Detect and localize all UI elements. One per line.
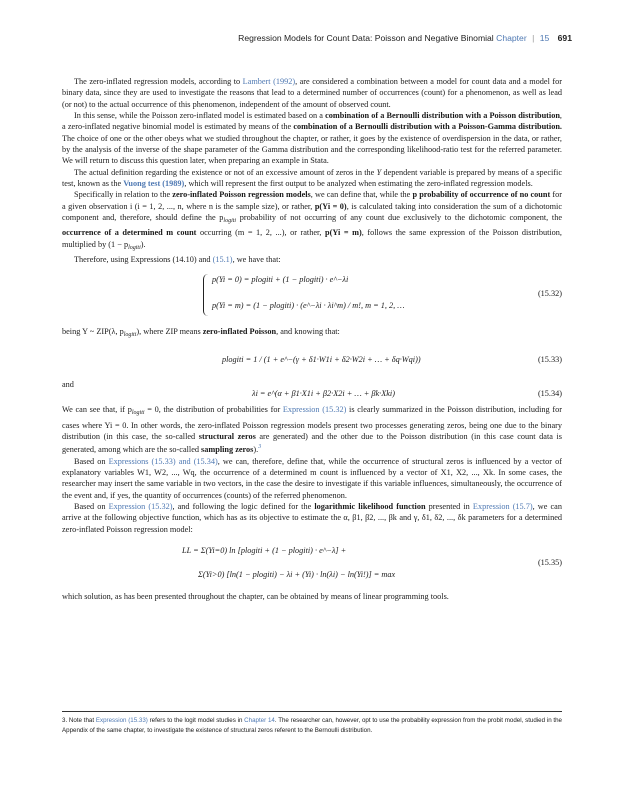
- citation-lambert[interactable]: Lambert (1992): [242, 77, 296, 86]
- citation-expr-15-32[interactable]: Expression (15.32): [282, 405, 347, 415]
- running-title: Regression Models for Count Data: Poisson and Negative Binomial: [238, 33, 494, 43]
- equation-15-34: [62, 384, 562, 400]
- running-header: Regression Models for Count Data: Poisson and Negative Binomial Chapter | 15 691: [238, 33, 572, 43]
- equation-15-35-line1: LL = Σ(Yi=0) ln [plogiti + (1 − plogiti) · e^−λ] +: [182, 545, 347, 555]
- footnote-ref[interactable]: 3: [258, 444, 262, 451]
- paragraph-2: In this sense, while the Poisson zero-inflated model is estimated based on a combination of a Bernoulli distribution with a Poisson distribution, a zero-inflated negative binomial model is estimated by means of the combination of a Bernoulli distribution with a Poisson-Gamma distribution. The choice of one or the other obeys what we studied throughout the chapter, or rather, it goes by the existence of overdispersion in the data, or rather, by the analysis of the inverse of the shape parameter of the Gamma distribution and the corresponding likelihood-ratio test for the referred parameter. We will return to discuss this question later, when preparing an example in Stata.: [62, 111, 562, 166]
- paragraph-6: being Y ~ ZIP(λ, $p_{logiti}$), where ZIP means zero-inflated Poisson, and knowing that:: [62, 326, 340, 338]
- paragraph-3: The actual definition regarding the existence or not of an excessive amount of zeros in the Y dependent variable is prepared by means of a specific test, known as the Vuong test (1989), which will represent the first output to be analyzed when estimating the zero-inflated regression models.: [62, 167, 563, 189]
- equation-15-35: [62, 539, 562, 587]
- equation-number: (15.34): [537, 389, 562, 399]
- paragraph-8: Based on Expressions (15.33) and (15.34), we can, therefore, define that, while the occurrence of structural zeros is influenced by a vector of explanatory variables W1, W2, ..., Wq, the occurrence of a determined m count is influenced by a vector of X1, X2, ..., Xk. In some cases, the researcher may insert the same variable in two vectors, in the case the desire to investigate if this variable influences, simultaneously, the occurrence of the event and, if yes, the quantity of occurrences (counts) of the referred phenomenon.: [62, 456, 562, 500]
- page-number: 691: [557, 33, 572, 43]
- equation-15-32-line1: p(Yi = 0) = plogiti + (1 − plogiti) · e^−λi: [212, 274, 349, 284]
- footnote-citation-chapter[interactable]: Chapter 14: [244, 717, 275, 724]
- paragraph-1: The zero-inflated regression models, according to Lambert (1992), are considered a combination between a model for count data and a model for binary data, since they are used to investigate the reasons that lead to a determined number of occurrences (count) for a phenomenon, as well as lead (or not) to the actual occurrence of this phenomenon, independent of the amount of observed count.: [62, 77, 562, 109]
- equation-15-33: [62, 345, 562, 375]
- chapter-number: 15: [539, 33, 550, 43]
- and-word: and: [62, 379, 74, 389]
- footnote-citation-expr[interactable]: Expression (15.33): [95, 717, 148, 724]
- equation-15-32: [62, 270, 562, 322]
- citation-expr-15-7[interactable]: Expression (15.7): [472, 501, 533, 511]
- equation-number: (15.32): [537, 288, 562, 298]
- citation-vuong[interactable]: Vuong test (1989): [123, 179, 185, 189]
- citation-expr-15-33-34[interactable]: Expressions (15.33) and (15.34): [108, 456, 218, 466]
- paragraph-4: Specifically in relation to the zero-inflated Poisson regression models, we can define that, while the p probability of occurrence of no count for a given observation i (i = 1, 2, ..., n, where n is the sample size), or rather, p(Yi = 0), is calculated taking into consideration the sum of a dichotomic component and, therefore, should define the $p_{logiti}$ probability of not occurring of any count due exclusively to the dichotomic component, the occurrence of a determined m count occurring (m = 1, 2, ...), or rather, p(Yi = m), follows the same expression of the Poisson distribution, multiplied by $(1 - p_{logiti})$.: [62, 190, 562, 251]
- equation-15-32-line2: p(Yi = m) = (1 − plogiti) · (e^−λi · λi^m) / m!, m = 1, 2, …: [212, 300, 405, 310]
- citation-expr-15-1[interactable]: (15.1): [212, 255, 233, 265]
- paragraph-10: which solution, as has been presented throughout the chapter, can be obtained by means of linear programming tools.: [62, 591, 449, 601]
- equation-15-33-body: plogiti = 1 / (1 + e^−(γ + δ1·W1i + δ2·W2i + … + δq·Wqi)): [222, 354, 421, 364]
- paragraph-9: Based on Expression (15.32), and following the logic defined for the logarithmic likelihood function presented in Expression (15.7), we can arrive at the following objective function, which has as its objective to estimate the α, β1, β2, ..., βk and γ, δ1, δ2, ..., δk parameters for a determined zero-inflated Poisson regression model:: [62, 501, 562, 534]
- equation-number: (15.35): [537, 557, 562, 567]
- paragraph-5: Therefore, using Expressions (14.10) and (15.1), we have that:: [74, 255, 281, 265]
- main-text: [62, 76, 562, 602]
- paragraph-7: We can see that, if $p_{logiti} = 0$, the distribution of probabilities for Expression (15.32) is clearly summarized in the Poisson distribution, including for cases where Yi = 0. In other words, the zero-inflated Poisson regression models present two processes generating zeros, being one due to the binary distribution (in this case, the so-called structural zeros are generated) and the other due to the Poisson distribution (in this case count data is generated, among which are the so-called sampling zeros).$^3$: [62, 405, 562, 455]
- chapter-label: Chapter: [496, 33, 527, 43]
- footnote-divider: [62, 711, 562, 712]
- equation-number: (15.33): [537, 354, 562, 364]
- citation-expr-15-32b[interactable]: Expression (15.32): [108, 501, 173, 511]
- equation-15-34-body: λi = e^(α + β1·X1i + β2·X2i + … + βk·Xki): [252, 389, 395, 399]
- footnote: 3. Note that Expression (15.33) refers to the logit model studies in Chapter 14. The researcher can, however, opt to use the probability expression from the probit model, studied in the Appendix of the same chapter, to investigate the existence of structural zeros referent to the Bernoulli distribution.: [62, 717, 563, 734]
- equation-15-35-line2: Σ(Yi>0) [ln(1 − plogiti) − λi + (Yi) · ln(λi) − ln(Yi!)] = max: [198, 569, 396, 579]
